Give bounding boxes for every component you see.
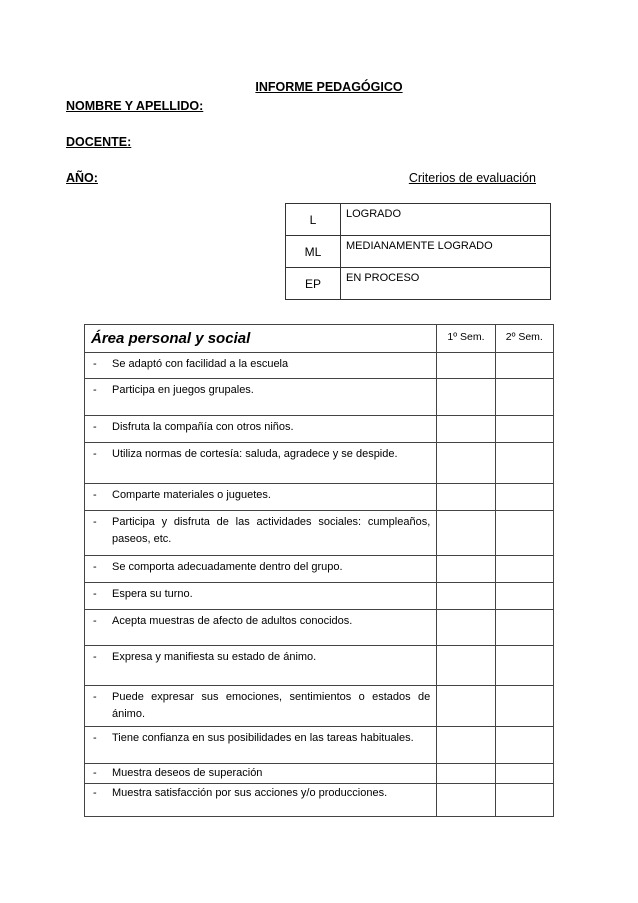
table-row xyxy=(85,686,554,727)
item-dash: - xyxy=(93,651,97,663)
item-text: Utiliza normas de cortesía: saluda, agradece y se despide. xyxy=(112,448,398,460)
table-row xyxy=(85,727,554,764)
sem1-header: 1º Sem. xyxy=(437,325,495,353)
anio-label: AÑO: xyxy=(66,171,98,185)
item-text: Puede expresar sus emociones, sentimientos o estados de ánimo. xyxy=(112,691,431,721)
item-text: Muestra deseos de superación xyxy=(112,767,263,780)
sem1-cell[interactable] xyxy=(437,511,495,556)
table-row xyxy=(85,556,554,583)
sem1-cell[interactable] xyxy=(437,443,495,484)
sem1-cell[interactable] xyxy=(437,610,495,646)
criteria-heading: Criterios de evaluación xyxy=(408,171,536,185)
item-dash: - xyxy=(93,516,97,528)
legend-row xyxy=(286,204,551,236)
criteria-legend-table xyxy=(285,203,551,300)
legend-code: EP xyxy=(286,268,341,300)
evaluation-table xyxy=(84,324,554,817)
item-dash: - xyxy=(93,384,97,396)
legend-label: LOGRADO xyxy=(341,204,551,236)
legend-code: L xyxy=(286,204,341,236)
sem2-cell[interactable] xyxy=(495,583,553,610)
docente-label: DOCENTE: xyxy=(66,135,132,149)
table-row xyxy=(85,511,554,556)
sem2-cell[interactable] xyxy=(495,484,553,511)
sem2-cell[interactable] xyxy=(495,353,553,379)
sem2-cell[interactable] xyxy=(495,416,553,443)
sem2-cell[interactable] xyxy=(495,610,553,646)
sem2-cell[interactable] xyxy=(495,556,553,583)
sem1-cell[interactable] xyxy=(437,646,495,686)
sem1-cell[interactable] xyxy=(437,583,495,610)
table-row xyxy=(85,416,554,443)
sem1-cell[interactable] xyxy=(437,686,495,727)
evaluation-header-row xyxy=(85,325,554,353)
item-text: Se adaptó con facilidad a la escuela xyxy=(112,358,289,370)
item-text: Se comporta adecuadamente dentro del grupo. xyxy=(112,561,343,573)
item-text: Comparte materiales o juguetes. xyxy=(112,489,271,501)
item-dash: - xyxy=(93,489,97,501)
legend-row xyxy=(286,268,551,300)
sem1-cell[interactable] xyxy=(437,727,495,764)
sem2-header: 2º Sem. xyxy=(495,325,553,353)
sem2-cell[interactable] xyxy=(495,443,553,484)
item-dash: - xyxy=(93,561,97,573)
item-dash: - xyxy=(93,615,97,627)
legend-row xyxy=(286,236,551,268)
legend-label: EN PROCESO xyxy=(341,268,551,300)
table-row xyxy=(85,484,554,511)
table-row xyxy=(85,443,554,484)
sem1-cell[interactable] xyxy=(437,556,495,583)
item-dash: - xyxy=(93,787,97,800)
sem1-cell[interactable] xyxy=(437,353,495,379)
table-row xyxy=(85,353,554,379)
sem1-cell[interactable] xyxy=(437,764,495,784)
table-row xyxy=(85,764,554,784)
item-text: Participa en juegos grupales. xyxy=(112,384,254,396)
item-text: Acepta muestras de afecto de adultos conocidos. xyxy=(112,615,353,627)
item-text: Expresa y manifiesta su estado de ánimo. xyxy=(112,651,317,663)
item-text: Tiene confianza en sus posibilidades en las tareas habituales. xyxy=(112,732,414,745)
legend-code: ML xyxy=(286,236,341,268)
item-dash: - xyxy=(93,691,97,703)
sem2-cell[interactable] xyxy=(495,646,553,686)
sem2-cell[interactable] xyxy=(495,764,553,784)
table-row xyxy=(85,784,554,817)
item-dash: - xyxy=(93,732,97,745)
item-text: Participa y disfruta de las actividades sociales: cumpleaños, paseos, etc. xyxy=(112,516,431,546)
item-dash: - xyxy=(93,358,97,370)
sem1-cell[interactable] xyxy=(437,484,495,511)
item-dash: - xyxy=(93,421,97,433)
table-row xyxy=(85,583,554,610)
item-text: Muestra satisfacción por sus acciones y/o producciones. xyxy=(112,787,388,800)
area-title: Área personal y social xyxy=(85,325,437,353)
item-dash: - xyxy=(93,448,97,460)
table-row xyxy=(85,610,554,646)
sem1-cell[interactable] xyxy=(437,416,495,443)
item-dash: - xyxy=(93,767,97,780)
item-text: Espera su turno. xyxy=(112,588,193,600)
sem2-cell[interactable] xyxy=(495,511,553,556)
sem1-cell[interactable] xyxy=(437,784,495,817)
sem2-cell[interactable] xyxy=(495,379,553,416)
item-dash: - xyxy=(93,588,97,600)
item-text: Disfruta la compañía con otros niños. xyxy=(112,421,294,433)
sem2-cell[interactable] xyxy=(495,784,553,817)
nombre-label: NOMBRE Y APELLIDO: xyxy=(66,99,204,113)
legend-label: MEDIANAMENTE LOGRADO xyxy=(341,236,551,268)
sem2-cell[interactable] xyxy=(495,727,553,764)
sem1-cell[interactable] xyxy=(437,379,495,416)
document-title: INFORME PEDAGÓGICO xyxy=(255,80,403,94)
table-row xyxy=(85,379,554,416)
sem2-cell[interactable] xyxy=(495,686,553,727)
table-row xyxy=(85,646,554,686)
